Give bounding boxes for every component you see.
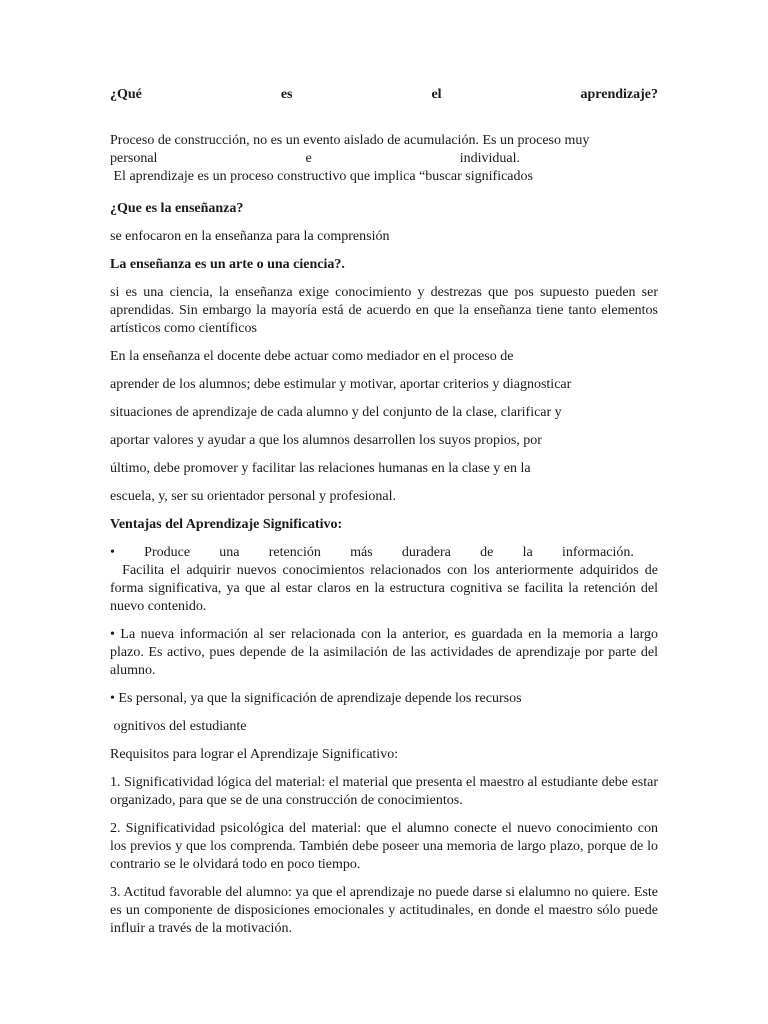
heading-ventajas: Ventajas del Aprendizaje Significativo:: [110, 517, 343, 532]
bullet-word: retención: [268, 545, 321, 560]
bullet-word: •: [110, 545, 115, 560]
title-word: aprendizaje?: [580, 87, 658, 102]
bullet-word: más: [350, 545, 373, 560]
bullet-first-line: [110, 544, 658, 562]
heading-ensenanza: ¿Que es la enseñanza?: [110, 201, 244, 216]
bullet-memoria: • La nueva información al ser relacionada con la anterior, es guardada en la memoria a largo plazo. Es activo, pues depende de la asimilación de las actividades de aprendizaje por parte del alumno.: [110, 627, 658, 678]
heading-requisitos: Requisitos para lograr el Aprendizaje Significativo:: [110, 747, 399, 762]
requisito-1: 1. Significatividad lógica del material: el material que presenta el maestro al estudiante debe estar organizado, para que se de una construcción de conocimientos.: [110, 775, 658, 808]
bullet-personal: • Es personal, ya que la significación de aprendizaje depende los recursos: [110, 691, 522, 706]
paragraph-enfoque: se enfocaron en la enseñanza para la comprensión: [110, 229, 390, 244]
bullet-word: Produce: [144, 545, 191, 560]
requisito-2: 2. Significatividad psicológica del material: que el alumno conecte el nuevo conocimiento con los previos y que los comprenda. También debe poseer una memoria de largo plazo, porque de lo contrario se le olvidará todo en poco tiempo.: [110, 821, 658, 872]
mediator-line: aprender de los alumnos; debe estimular y motivar, aportar criterios y diagnosticar: [110, 377, 572, 392]
title-word: el: [431, 87, 442, 102]
bullet-personal-cont: ognitivos del estudiante: [110, 719, 247, 734]
intro-line: El aprendizaje es un proceso constructivo que implica “buscar significados: [110, 169, 533, 184]
title-word: es: [280, 87, 293, 102]
bullet-rest: Facilita el adquirir nuevos conocimientos relacionados con los anteriormente adquiridos de forma significativa, ya que al estar claros en la estructura cognitiva se facilita la retención del nuevo contenido.: [110, 563, 662, 614]
intro-line: Proceso de construcción, no es un evento aislado de acumulación. Es un proceso muy: [110, 133, 590, 148]
bullet-word: la: [522, 545, 533, 560]
bullet-word: información.: [561, 545, 634, 560]
bullet-word: una: [219, 545, 240, 560]
bullet-word: de: [480, 545, 494, 560]
intro-word: individual.: [459, 151, 520, 166]
paragraph-ciencia: si es una ciencia, la enseñanza exige conocimiento y destrezas que pos supuesto pueden ser aprendidas. Sin embargo la mayoría está de acuerdo en que la enseñanza tiene tanto elementos artísticos como científicos: [110, 285, 658, 336]
intro-word: e: [305, 151, 312, 166]
mediator-line: escuela, y, ser su orientador personal y profesional.: [110, 489, 396, 504]
bullet-word: duradera: [401, 545, 451, 560]
heading-arte-ciencia: La enseñanza es un arte o una ciencia?.: [110, 257, 345, 272]
bullet-retencion: [110, 544, 662, 616]
mediator-line: situaciones de aprendizaje de cada alumno y del conjunto de la clase, clarificar y: [110, 405, 562, 420]
intro-paragraph: [110, 132, 658, 186]
mediator-section: [110, 348, 658, 506]
requisito-3: 3. Actitud favorable del alumno: ya que el aprendizaje no puede darse si elalumno no quiere. Este es un componente de disposiciones emocionales y actitudinales, en donde el maestro sólo puede influir a través de la motivación.: [110, 885, 658, 936]
intro-word: personal: [110, 151, 158, 166]
document-title: [110, 86, 658, 104]
document-page: [110, 86, 662, 948]
mediator-line: último, debe promover y facilitar las relaciones humanas en la clase y en la: [110, 461, 531, 476]
intro-line: [110, 150, 520, 168]
mediator-line: En la enseñanza el docente debe actuar como mediador en el proceso de: [110, 349, 514, 364]
title-word: ¿Qué: [110, 87, 142, 102]
mediator-line: aportar valores y ayudar a que los alumnos desarrollen los suyos propios, por: [110, 433, 542, 448]
